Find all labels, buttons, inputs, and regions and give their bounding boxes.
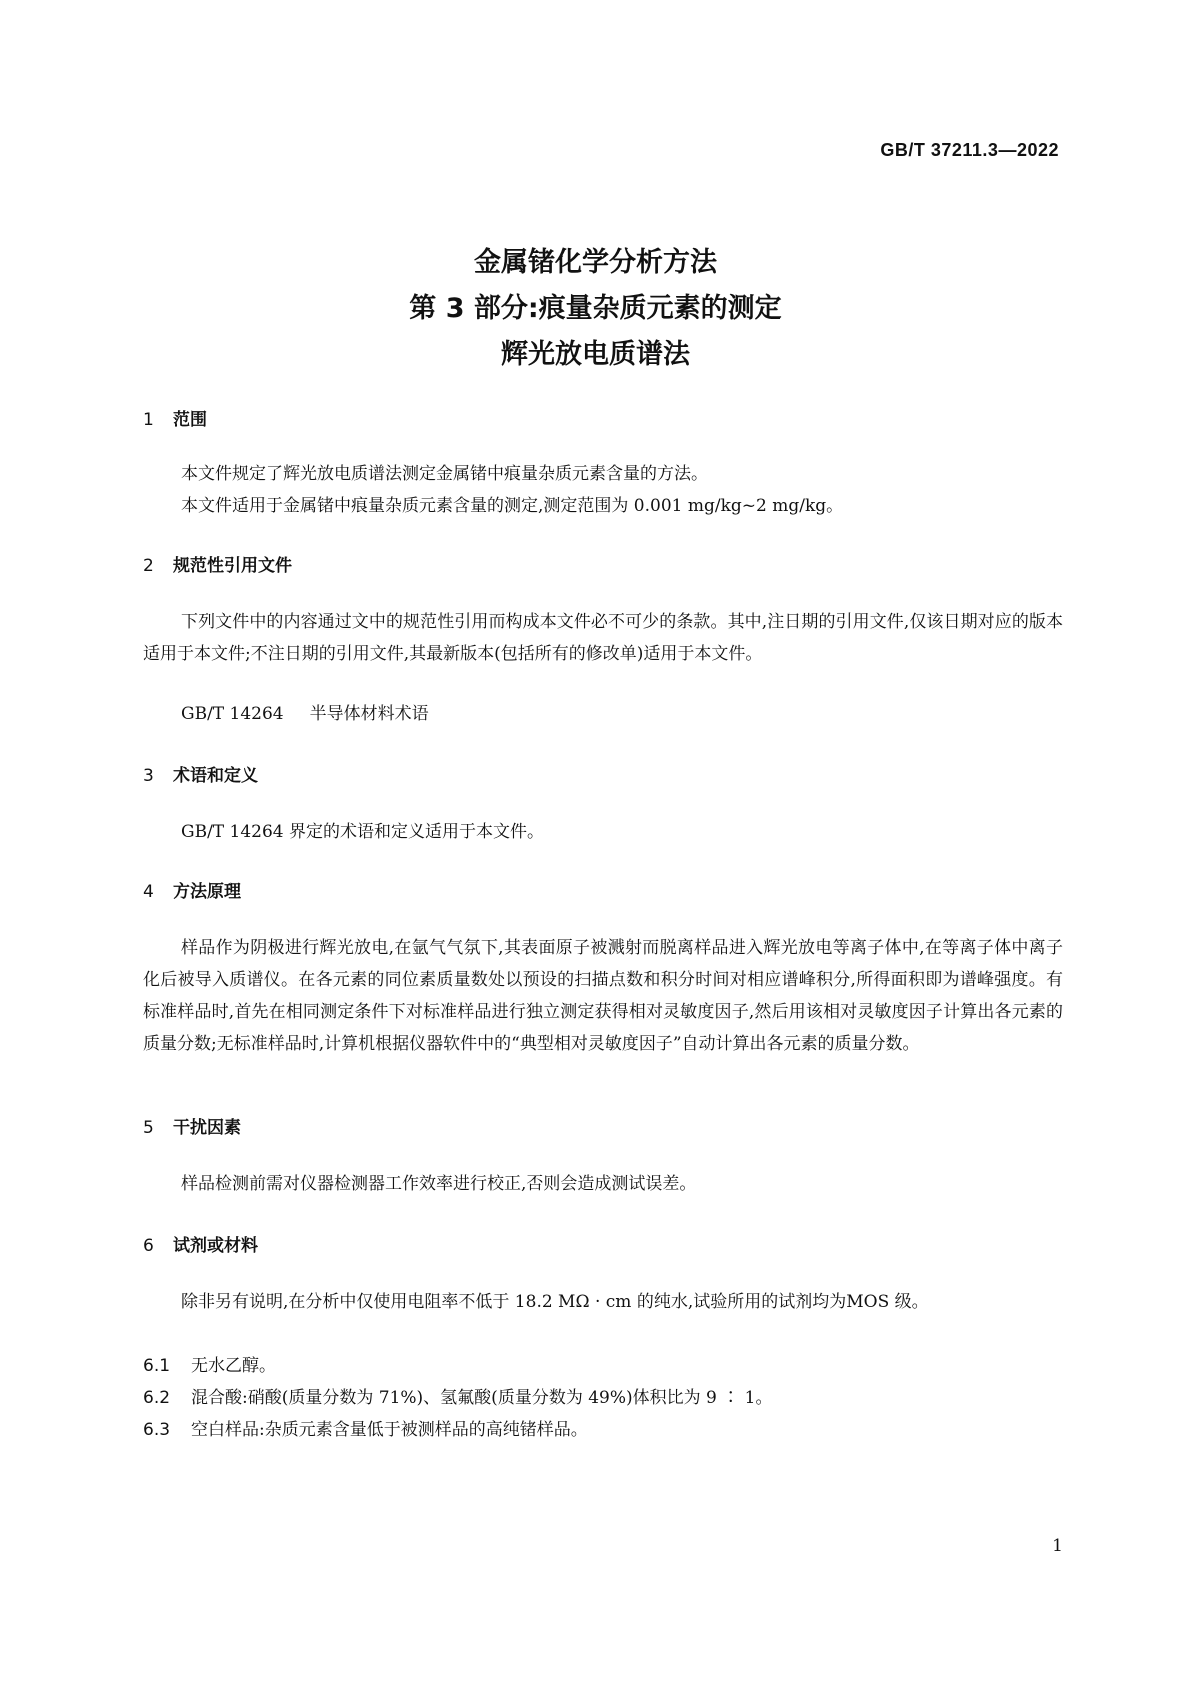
principle-paragraph: 样品作为阴极进行辉光放电,在氩气气氛下,其表面原子被溅射而脱离样品进入辉光放电等离子体中,在等离子体中离子化后被导入质谱仪。在各元素的同位素质量数处以预设的扫描点数和积分时间对相应谱峰积分,所得面积即为谱峰强度。有标准样品时,首先在相同测定条件下对标准样品进行独立测定获得相对灵敏度因子,然后用该相对灵敏度因子计算出各元素的质量分数;无标准样品时,计算机根据仪器软件中的“典型相对灵敏度因子”自动计算出各元素的质量分数。 bbox=[143, 938, 1063, 1054]
reagent-item-text: 混合酸:硝酸(质量分数为 71%)、氢氟酸(质量分数为 49%)体积比为 9 ∶ 1。 bbox=[191, 1388, 773, 1408]
section-heading-reagents bbox=[143, 1234, 258, 1258]
section-number: 4 bbox=[143, 882, 154, 902]
section-heading-terms bbox=[143, 764, 258, 788]
section-heading-normative-references bbox=[143, 554, 292, 578]
reagent-item-number: 6.1 bbox=[143, 1356, 171, 1376]
reference-entry bbox=[181, 698, 429, 730]
reagent-item bbox=[143, 1350, 276, 1382]
title-line-2: 第 3 部分:痕量杂质元素的测定 bbox=[409, 293, 782, 324]
page-number: 1 bbox=[1052, 1536, 1063, 1556]
document-title bbox=[0, 240, 1191, 378]
reagent-item-text: 无水乙醇。 bbox=[191, 1356, 276, 1376]
terms-paragraph: GB/T 14264 界定的术语和定义适用于本文件。 bbox=[181, 822, 545, 842]
reagent-item bbox=[143, 1382, 772, 1414]
section-heading-interference bbox=[143, 1116, 241, 1140]
reagent-item-text: 空白样品:杂质元素含量低于被测样品的高纯锗样品。 bbox=[191, 1420, 588, 1440]
section-title: 规范性引用文件 bbox=[173, 556, 292, 576]
reagent-item-number: 6.2 bbox=[143, 1388, 171, 1408]
section-heading-principle bbox=[143, 880, 241, 904]
reagent-item-number: 6.3 bbox=[143, 1420, 171, 1440]
section-number: 6 bbox=[143, 1236, 154, 1256]
title-line-3: 辉光放电质谱法 bbox=[501, 339, 690, 370]
references-paragraph: 下列文件中的内容通过文中的规范性引用而构成本文件必不可少的条款。其中,注日期的引用文件,仅该日期对应的版本适用于本文件;不注日期的引用文件,其最新版本(包括所有的修改单)适用于本文件。 bbox=[143, 612, 1063, 664]
section-number: 3 bbox=[143, 766, 154, 786]
reagent-item bbox=[143, 1414, 588, 1446]
reagents-paragraph: 除非另有说明,在分析中仅使用电阻率不低于 18.2 MΩ · cm 的纯水,试验所用的试剂均为MOS 级。 bbox=[181, 1292, 929, 1312]
section-number: 2 bbox=[143, 556, 154, 576]
scope-paragraph-2: 本文件适用于金属锗中痕量杂质元素含量的测定,测定范围为 0.001 mg/kg~2 mg/kg。 bbox=[181, 496, 844, 516]
section-number: 5 bbox=[143, 1118, 154, 1138]
interference-paragraph: 样品检测前需对仪器检测器工作效率进行校正,否则会造成测试误差。 bbox=[181, 1174, 697, 1194]
section-number: 1 bbox=[143, 410, 154, 430]
section-heading-scope bbox=[143, 408, 207, 432]
title-line-1: 金属锗化学分析方法 bbox=[474, 247, 717, 278]
section-title: 试剂或材料 bbox=[173, 1236, 258, 1256]
section-title: 方法原理 bbox=[173, 882, 241, 902]
reference-code: GB/T 14264 bbox=[181, 704, 284, 724]
reference-title: 半导体材料术语 bbox=[309, 704, 429, 724]
standard-code: GB/T 37211.3—2022 bbox=[880, 140, 1059, 160]
section-title: 干扰因素 bbox=[173, 1118, 241, 1138]
section-title: 术语和定义 bbox=[173, 766, 258, 786]
scope-paragraph-1: 本文件规定了辉光放电质谱法测定金属锗中痕量杂质元素含量的方法。 bbox=[181, 464, 708, 484]
section-title: 范围 bbox=[173, 410, 207, 430]
